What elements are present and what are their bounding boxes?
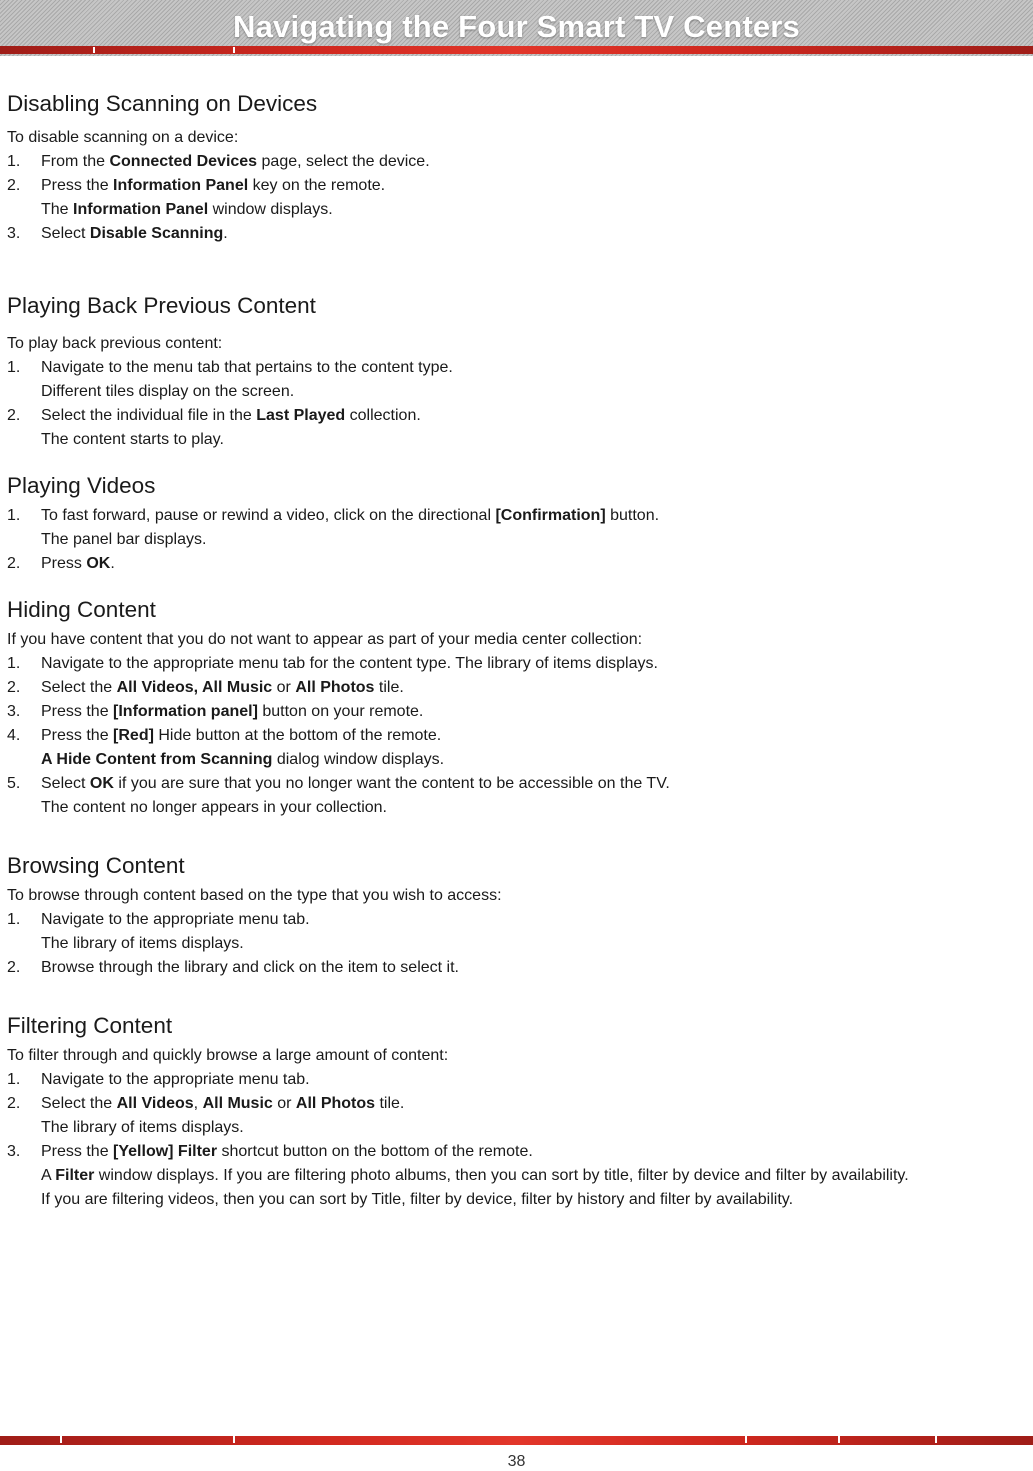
step-item <box>7 724 1027 748</box>
step-note: A Hide Content from Scanning dialog window displays. <box>41 751 445 768</box>
step-number: 2. <box>7 679 21 696</box>
step-note: If you are filtering videos, then you can sort by Title, filter by device, filter by history and filter by availability. <box>41 1191 794 1208</box>
section-filtering-content <box>7 1010 1027 1212</box>
footer-bar-divider <box>60 1436 62 1443</box>
step-item <box>7 356 1027 380</box>
section-playing-back <box>7 290 1027 452</box>
step-item <box>7 552 1027 576</box>
section-heading: Hiding Content <box>7 597 156 622</box>
header-accent-bar <box>0 46 1033 54</box>
page-number: 38 <box>507 1453 526 1470</box>
section-heading: Disabling Scanning on Devices <box>7 91 318 116</box>
step-note: The content starts to play. <box>41 431 224 448</box>
step-number: 2. <box>7 1095 21 1112</box>
footer-bar-divider <box>233 1436 235 1443</box>
step-item <box>7 150 1027 174</box>
step-number: 3. <box>7 703 21 720</box>
step-number: 1. <box>7 359 21 376</box>
section-intro: To disable scanning on a device: <box>7 129 239 146</box>
step-number: 3. <box>7 1143 21 1160</box>
step-note: The library of items displays. <box>41 1119 244 1136</box>
step-item <box>7 404 1027 428</box>
step-item <box>7 956 1027 980</box>
step-number: 2. <box>7 555 21 572</box>
section-heading: Browsing Content <box>7 853 185 878</box>
step-number: 1. <box>7 507 21 524</box>
step-text: Press the [Red] Hide button at the bottom of the remote. <box>41 727 442 744</box>
step-item <box>7 652 1027 676</box>
step-number: 3. <box>7 225 21 242</box>
step-item <box>7 676 1027 700</box>
section-hiding-content <box>7 594 1027 820</box>
step-text: Select Disable Scanning. <box>41 225 228 242</box>
footer-bar-divider <box>838 1436 840 1443</box>
section-playing-videos <box>7 470 1027 576</box>
step-item <box>7 504 1027 528</box>
section-heading: Filtering Content <box>7 1013 173 1038</box>
footer-bar-divider <box>935 1436 937 1443</box>
step-item <box>7 700 1027 724</box>
page-content <box>7 88 1027 1212</box>
step-note: Different tiles display on the screen. <box>41 383 295 400</box>
step-note: The content no longer appears in your collection. <box>41 799 387 816</box>
step-text: Browse through the library and click on the item to select it. <box>41 959 459 976</box>
header-bar-divider <box>233 47 235 53</box>
step-note: A Filter window displays. If you are filtering photo albums, then you can sort by title, filter by device and filter by availability. <box>41 1167 909 1184</box>
step-text: Select the individual file in the Last Played collection. <box>41 407 421 424</box>
step-text: Navigate to the appropriate menu tab. <box>41 1071 310 1088</box>
step-text: Select the All Videos, All Music or All Photos tile. <box>41 679 404 696</box>
step-number: 2. <box>7 177 21 194</box>
footer-accent-bar <box>0 1436 1033 1445</box>
header-bar-divider <box>93 47 95 53</box>
step-number: 5. <box>7 775 21 792</box>
section-intro: To play back previous content: <box>7 335 223 352</box>
step-item <box>7 908 1027 932</box>
section-disabling-scanning <box>7 88 1027 246</box>
footer-bar-divider <box>745 1436 747 1443</box>
step-text: Navigate to the appropriate menu tab for the content type. The library of items displays. <box>41 655 658 672</box>
step-text: Select the All Videos, All Music or All Photos tile. <box>41 1095 405 1112</box>
step-number: 2. <box>7 959 21 976</box>
step-text: Press the [Information panel] button on your remote. <box>41 703 424 720</box>
step-text: To fast forward, pause or rewind a video, click on the directional [Confirmation] button. <box>41 507 660 524</box>
section-heading: Playing Back Previous Content <box>7 293 316 318</box>
step-note: The library of items displays. <box>41 935 244 952</box>
step-item <box>7 772 1027 796</box>
step-number: 1. <box>7 655 21 672</box>
section-browsing-content <box>7 850 1027 980</box>
step-number: 4. <box>7 727 21 744</box>
step-item <box>7 1068 1027 1092</box>
step-note: The Information Panel window displays. <box>41 201 333 218</box>
step-item <box>7 1092 1027 1116</box>
section-intro: If you have content that you do not want to appear as part of your media center collection: <box>7 631 643 648</box>
step-number: 2. <box>7 407 21 424</box>
page-title: Navigating the Four Smart TV Centers <box>232 9 801 44</box>
step-number: 1. <box>7 911 21 928</box>
step-item <box>7 1140 1027 1164</box>
step-text: From the Connected Devices page, select the device. <box>41 153 430 170</box>
step-text: Press the [Yellow] Filter shortcut button on the bottom of the remote. <box>41 1143 533 1160</box>
step-text: Press the Information Panel key on the remote. <box>41 177 386 194</box>
section-intro: To browse through content based on the type that you wish to access: <box>7 887 502 904</box>
step-number: 1. <box>7 1071 21 1088</box>
step-text: Press OK. <box>41 555 115 572</box>
step-note: The panel bar displays. <box>41 531 207 548</box>
step-item <box>7 222 1027 246</box>
step-text: Navigate to the menu tab that pertains to the content type. <box>41 359 453 376</box>
step-text: Select OK if you are sure that you no longer want the content to be accessible on the TV. <box>41 775 670 792</box>
step-text: Navigate to the appropriate menu tab. <box>41 911 310 928</box>
step-number: 1. <box>7 153 21 170</box>
section-intro: To filter through and quickly browse a large amount of content: <box>7 1047 449 1064</box>
step-item <box>7 174 1027 198</box>
section-heading: Playing Videos <box>7 473 156 498</box>
